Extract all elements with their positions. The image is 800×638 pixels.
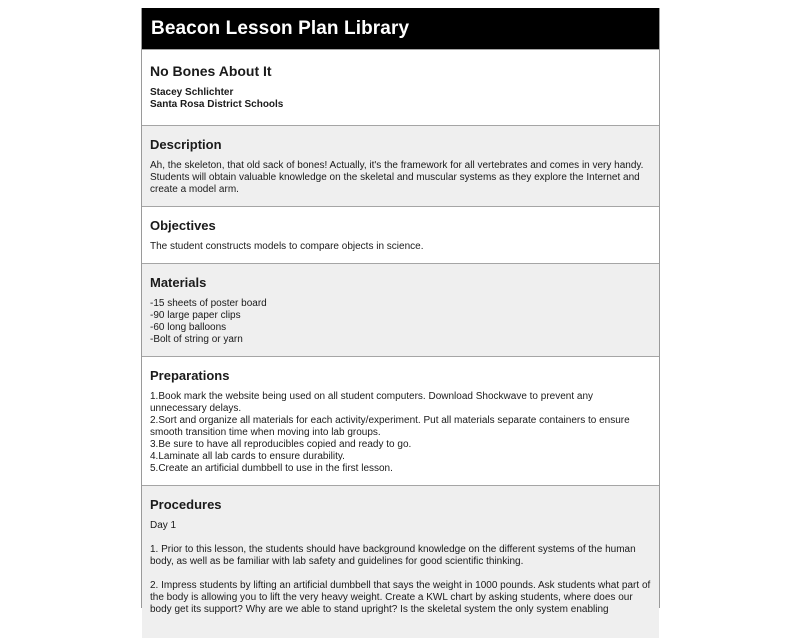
objectives-section [142,206,659,263]
procedures-heading: Procedures [150,497,222,512]
lesson-title: No Bones About It [150,63,272,79]
materials-heading: Materials [150,275,207,290]
preparations-item: 2.Sort and organize all materials for each activity/experiment. Put all materials separate containers to ensure smooth transition time when moving into lab groups. [150,415,630,438]
procedures-step: 1. Prior to this lesson, the students should have background knowledge on the different systems of the human body, as well as be familiar with lab safety and guidelines for good scientific thinking. [150,544,636,567]
library-title: Beacon Lesson Plan Library [151,18,410,39]
lesson-page [141,8,660,615]
materials-item: -60 long balloons [150,322,227,333]
lesson-author: Stacey Schlichter [150,87,234,98]
description-heading: Description [150,137,222,152]
preparations-item: 5.Create an artificial dumbbell to use in the first lesson. [150,463,393,474]
procedures-section [142,485,659,638]
preparations-heading: Preparations [150,368,230,383]
procedures-day-label: Day 1 [150,520,177,531]
preparations-item: 4.Laminate all lab cards to ensure durability. [150,451,345,462]
materials-item: -Bolt of string or yarn [150,334,243,345]
description-text: Ah, the skeleton, that old sack of bones! Actually, it's the framework for all vertebrates and comes in very handy. Students will obtain valuable knowledge on the skeletal and muscular systems as they explore the Internet and create a model arm. [150,160,644,195]
objectives-text: The student constructs models to compare objects in science. [150,241,424,252]
materials-section [142,263,659,356]
materials-item: -90 large paper clips [150,310,241,321]
description-section [142,125,659,206]
objectives-heading: Objectives [150,218,216,233]
procedures-step: 2. Impress students by lifting an artificial dumbbell that says the weight in 1000 pounds. Ask students what part of the body is allowing you to lift the very heavy weight. Create a KWL chart by asking students, where does our body get its support? Why are we able to stand upright? Is the skeletal system the only system enabling [150,580,651,615]
library-banner [142,8,659,49]
lesson-school: Santa Rosa District Schools [150,99,284,110]
preparations-item: 1.Book mark the website being used on all student computers. Download Shockwave to prevent any unnecessary delays. [150,391,594,414]
lesson-header [142,49,659,125]
materials-item: -15 sheets of poster board [150,298,267,309]
preparations-section [142,356,659,485]
preparations-item: 3.Be sure to have all reproducibles copied and ready to go. [150,439,412,450]
